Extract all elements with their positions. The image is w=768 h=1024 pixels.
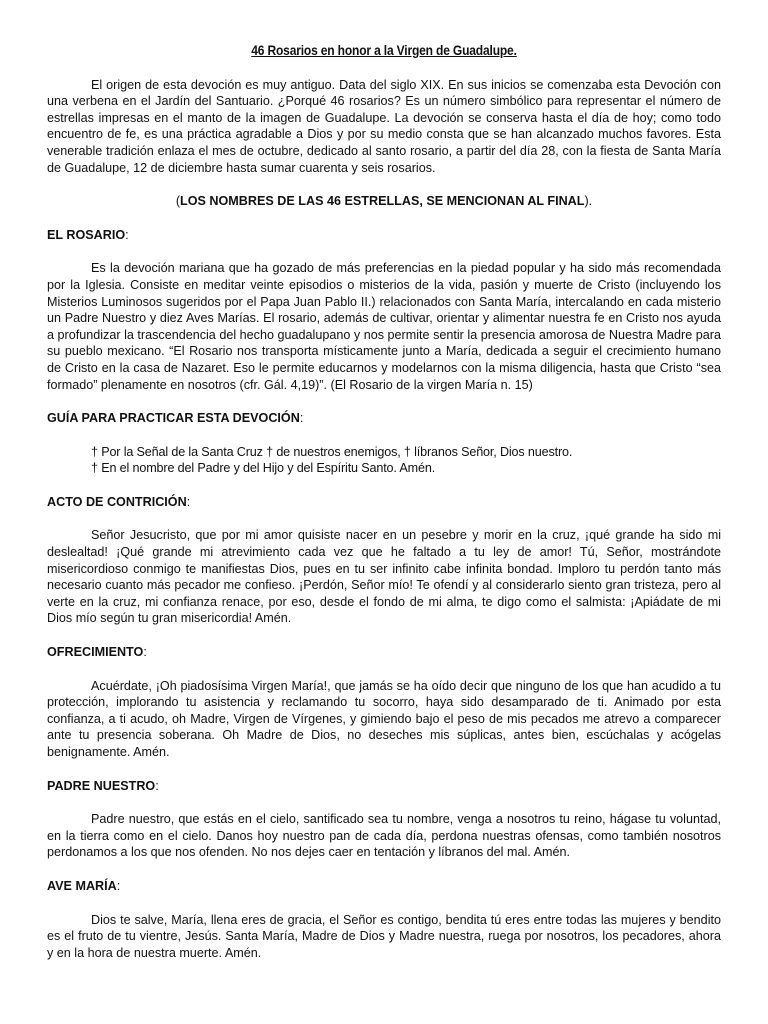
guia-heading-colon: : bbox=[299, 411, 304, 426]
stars-note-open: ( bbox=[175, 194, 181, 209]
rosario-heading bbox=[47, 227, 721, 244]
contricion-paragraph: Señor Jesucristo, que por mi amor quisiste nacer en un pesebre y morir en la cruz, ¡qué grande ha sido mi deslealtad! ¡Qué grande mi atrevimiento cada vez que he faltado a tu ley de amor! Tú, Señor, mostrándote misericordioso conmigo te manifiestas Dios, pues en tu ser infinito cabe infinita bondad. Imploro tu perdón tanto más necesario cuanto más pecador me confieso. ¡Perdón, Señor mío! Te ofendí y al considerarlo siento gran tristeza, pero al verte en la cruz, mi confianza renace, por eso, desde el fondo de mi alma, te digo como el salmista: ¡Apiádate de mi Dios mío según tu gran misericordia! Amén. bbox=[47, 528, 721, 626]
guia-heading-text: GUÍA PARA PRACTICAR ESTA DEVOCIÓN bbox=[47, 411, 300, 426]
stars-note-text: LOS NOMBRES DE LAS 46 ESTRELLAS, SE MENCIONAN AL FINAL bbox=[180, 194, 585, 209]
ave-maria-heading-colon: : bbox=[116, 878, 121, 893]
ave-maria-heading bbox=[47, 878, 721, 895]
contricion-heading-text: ACTO DE CONTRICIÓN bbox=[47, 494, 187, 509]
padre-nuestro-paragraph: Padre nuestro, que estás en el cielo, santificado sea tu nombre, venga a nosotros tu reino, hágase tu voluntad, en la tierra como en el cielo. Danos hoy nuestro pan de cada día, perdona nuestras ofensas, como también nosotros perdonamos a los que nos ofenden. No nos dejes caer en tentación y líbranos del mal. Amén. bbox=[47, 812, 721, 860]
rosario-heading-text: EL ROSARIO bbox=[47, 227, 126, 242]
contricion-heading bbox=[47, 494, 721, 511]
sign-of-cross-block bbox=[47, 444, 721, 477]
guia-heading bbox=[47, 410, 721, 427]
intro-paragraph: El origen de esta devoción es muy antiguo. Data del siglo XIX. En sus inicios se comenzaba esta Devoción con una verbena en el Jardín del Santuario. ¿Porqué 46 rosarios? Es un número simbólico para representar el número de estrellas impresas en el manto de la imagen de Guadalupe. La devoción se conserva hasta el día de hoy; como todo encuentro de fe, es una práctica agradable a Dios y por su medio consta que se han alcanzado muchos favores. Esta venerable tradición enlaza el mes de octubre, dedicado al santo rosario, a partir del día 28, con la fiesta de Santa María de Guadalupe, 12 de diciembre hasta sumar cuarenta y seis rosarios. bbox=[47, 77, 721, 175]
stars-note bbox=[47, 193, 721, 210]
ofrecimiento-paragraph: Acuérdate, ¡Oh piadosísima Virgen María!, que jamás se ha oído decir que ninguno de los que han acudido a tu protección, implorando tu asistencia y reclamando tu socorro, haya sido desamparado de ti. Animado por esta confianza, a ti acudo, oh Madre, Virgen de Vírgenes, y gimiendo bajo el peso de mis pecados me atrevo a comparecer ante tu presencia soberana. Oh Madre de Dios, no deseches mis súplicas, antes bien, escúchalas y acógelas benignamente. Amén. bbox=[47, 678, 721, 759]
rosario-heading-colon: : bbox=[125, 227, 129, 242]
document-page bbox=[47, 42, 721, 961]
contricion-heading-colon: : bbox=[186, 494, 191, 509]
sign-of-cross-line: † Por la Señal de la Santa Cruz † de nuestros enemigos, † líbranos Señor, Dios nuestro. bbox=[91, 444, 573, 459]
ave-maria-heading-text: AVE MARÍA bbox=[47, 878, 117, 893]
ofrecimiento-heading-text: OFRECIMIENTO bbox=[47, 645, 144, 660]
rosario-paragraph: Es la devoción mariana que ha gozado de más preferencias en la piedad popular y ha sido más recomendada por la Iglesia. Consiste en meditar veinte episodios o misterios de la vida, pasión y muerte de Cristo (incluyendo los Misterios Luminosos sugeridos por el Papa Juan Pablo II.) relacionados con Santa María, intercalando en cada misterio un Padre Nuestro y diez Aves Marías. El rosario, además de cultivar, orientar y alimentar nuestra fe en Cristo nos ayuda a profundizar la trascendencia del hecho guadalupano y nos permite sentir la presencia amorosa de Nuestra Madre para su pueblo mexicano. “El Rosario nos transporta místicamente junto a María, dedicada a seguir el crecimiento humano de Cristo en la casa de Nazaret. Eso le permite educarnos y modelarnos con la misma diligencia, hasta que Cristo “sea formado” plenamente en nosotros (cfr. Gál. 4,19)”. (El Rosario de la virgen María n. 15) bbox=[47, 261, 721, 392]
ofrecimiento-heading-colon: : bbox=[143, 645, 147, 660]
ofrecimiento-heading bbox=[47, 644, 721, 661]
trinity-line: † En el nombre del Padre y del Hijo y del Espíritu Santo. Amén. bbox=[91, 461, 436, 476]
padre-nuestro-heading-colon: : bbox=[155, 778, 159, 793]
stars-note-close: ). bbox=[584, 194, 593, 209]
document-title: 46 Rosarios en honor a la Virgen de Guadalupe. bbox=[251, 42, 517, 58]
ave-maria-paragraph: Dios te salve, María, llena eres de gracia, el Señor es contigo, bendita tú eres entre todas las mujeres y bendito es el fruto de tu vientre, Jesús. Santa María, Madre de Dios y Madre nuestra, ruega por nosotros, los pecadores, ahora y en la hora de nuestra muerte. Amén. bbox=[47, 912, 721, 960]
padre-nuestro-heading bbox=[47, 778, 721, 795]
padre-nuestro-heading-text: PADRE NUESTRO bbox=[47, 778, 156, 793]
